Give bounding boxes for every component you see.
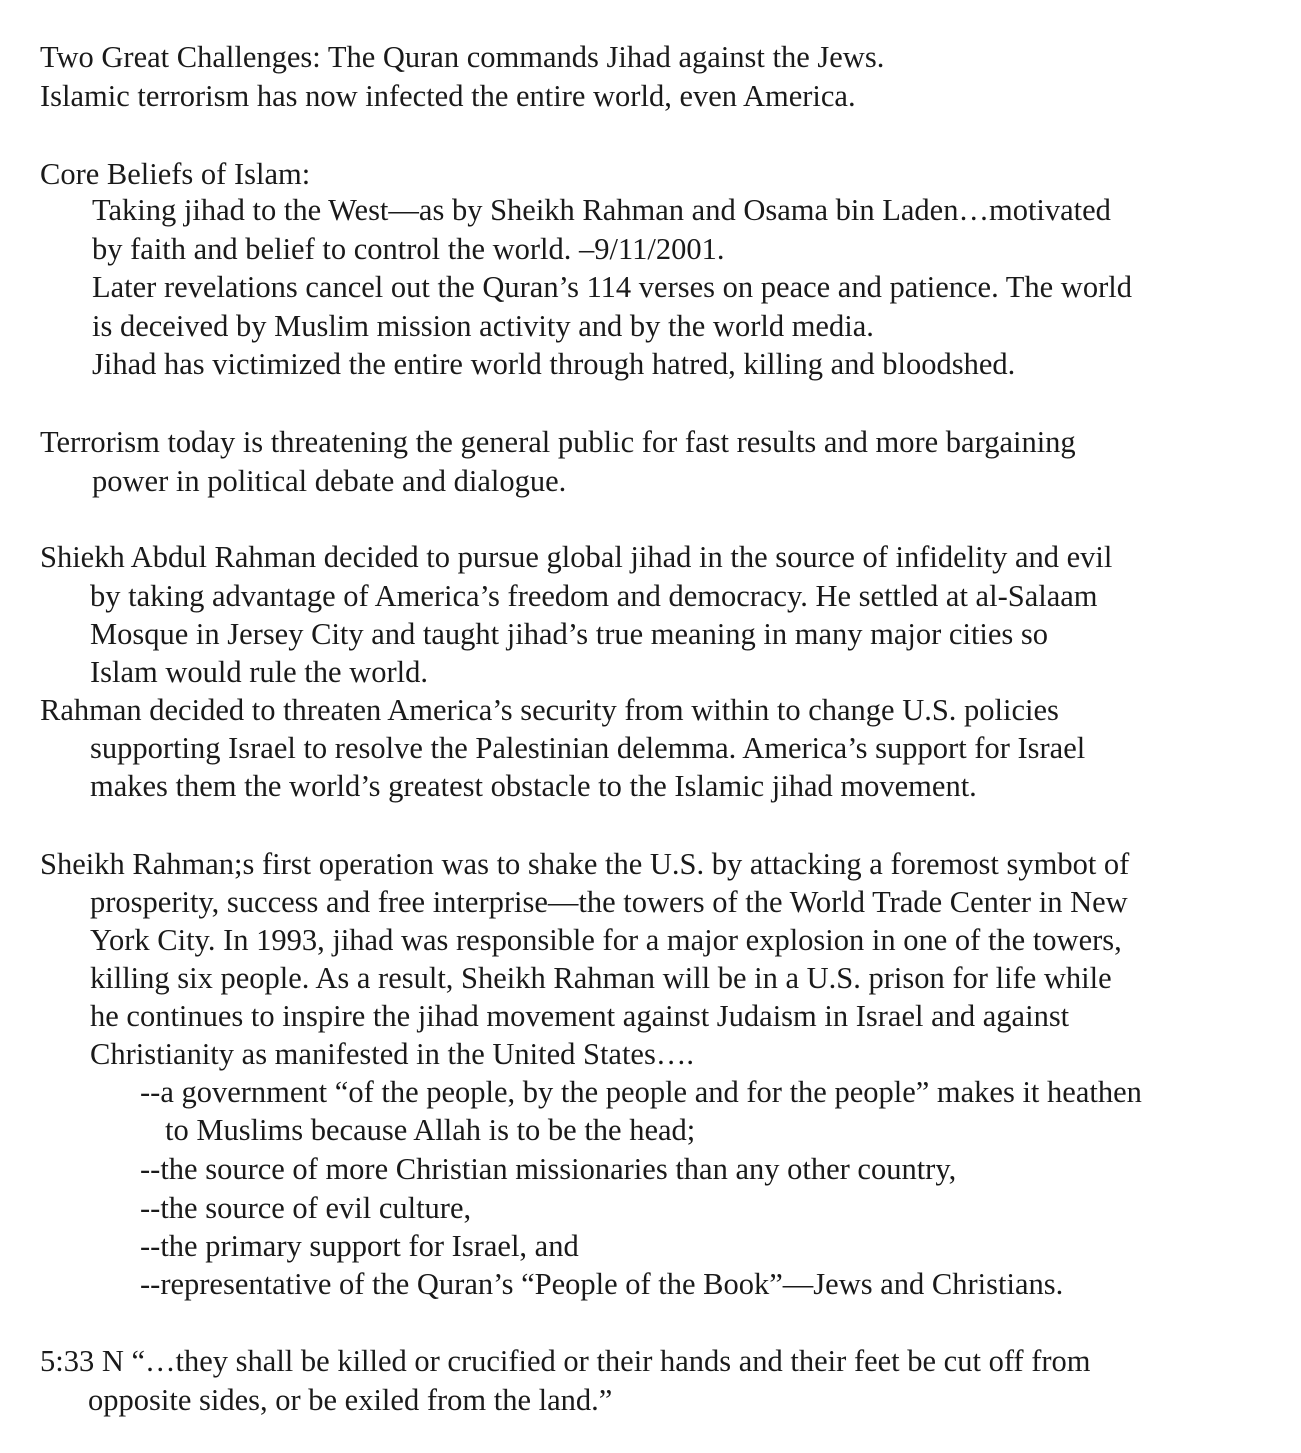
first-operation-line: Christianity as manifested in the United States…. xyxy=(90,1037,694,1071)
bullet-item: --the source of more Christian missionaries than any other country, xyxy=(140,1152,957,1186)
first-operation-line: he continues to inspire the jihad movement against Judaism in Israel and against xyxy=(90,999,1070,1033)
core-beliefs-line: by faith and belief to control the world. –9/11/2001. xyxy=(92,232,725,266)
first-operation-line: prosperity, success and free interprise—the towers of the World Trade Center in New xyxy=(90,885,1128,919)
core-beliefs-heading: Core Beliefs of Islam: xyxy=(40,157,311,191)
bullet-item: --representative of the Quran’s “People of the Book”—Jews and Christians. xyxy=(140,1267,1064,1301)
verse-line: 5:33 N “…they shall be killed or crucified or their hands and their feet be cut off from xyxy=(40,1344,1091,1378)
bullet-item: --the source of evil culture, xyxy=(140,1191,472,1225)
challenges-line-2: Islamic terrorism has now infected the entire world, even America. xyxy=(40,79,856,113)
rahman-threaten-line: supporting Israel to resolve the Palestinian delemma. America’s support for Israel xyxy=(90,731,1086,765)
rahman-threaten-line: Rahman decided to threaten America’s security from within to change U.S. policies xyxy=(40,693,1059,727)
challenges-line-1: Two Great Challenges: The Quran commands Jihad against the Jews. xyxy=(40,40,885,74)
first-operation-line: killing six people. As a result, Sheikh Rahman will be in a U.S. prison for life while xyxy=(90,961,1112,995)
rahman-global-line: Islam would rule the world. xyxy=(90,655,428,689)
rahman-global-line: by taking advantage of America’s freedom and democracy. He settled at al-Salaam xyxy=(90,579,1098,613)
core-beliefs-line: Jihad has victimized the entire world through hatred, killing and bloodshed. xyxy=(92,347,1016,381)
first-operation-line: York City. In 1993, jihad was responsible for a major explosion in one of the towers, xyxy=(90,923,1122,957)
core-beliefs-line: Later revelations cancel out the Quran’s 114 verses on peace and patience. The world xyxy=(92,270,1132,304)
first-operation-line: Sheikh Rahman;s first operation was to shake the U.S. by attacking a foremost symbot of xyxy=(40,847,1130,881)
rahman-threaten-line: makes them the world’s greatest obstacle to the Islamic jihad movement. xyxy=(90,769,977,803)
rahman-global-line: Mosque in Jersey City and taught jihad’s true meaning in many major cities so xyxy=(90,617,1049,651)
bullet-item-continuation: to Muslims because Allah is to be the head; xyxy=(165,1113,696,1147)
terrorism-line: Terrorism today is threatening the general public for fast results and more bargaining xyxy=(40,425,1076,459)
rahman-global-line: Shiekh Abdul Rahman decided to pursue global jihad in the source of infidelity and evil xyxy=(40,540,1113,574)
core-beliefs-line: Taking jihad to the West—as by Sheikh Rahman and Osama bin Laden…motivated xyxy=(92,193,1111,227)
bullet-item: --a government “of the people, by the people and for the people” makes it heathen xyxy=(140,1075,1142,1109)
terrorism-line: power in political debate and dialogue. xyxy=(92,464,567,498)
bullet-item: --the primary support for Israel, and xyxy=(140,1229,579,1263)
verse-line: opposite sides, or be exiled from the land.” xyxy=(88,1383,613,1417)
core-beliefs-line: is deceived by Muslim mission activity and by the world media. xyxy=(92,309,874,343)
